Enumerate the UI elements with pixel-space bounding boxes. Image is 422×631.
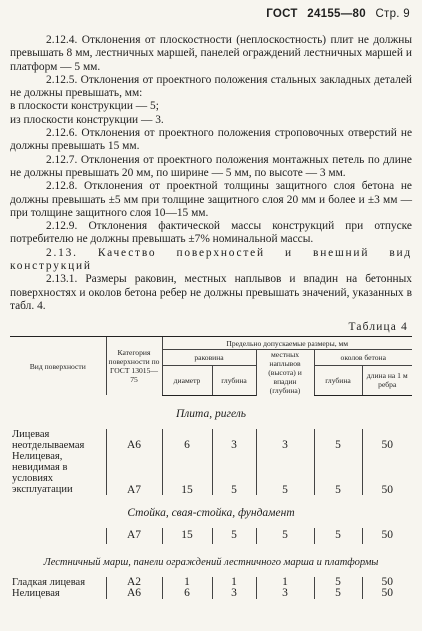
table-cell: 1 3: [256, 577, 314, 599]
paragraph-2-12-4: 2.12.4. Отклонения от плоскостности (неплоскостность) плит не должны превышать 8 мм, лестничных маршей, панелей ограждений лестничных маршей и платформ — 5 мм.: [10, 34, 412, 73]
col-header-length: длина на 1 м ребра: [362, 365, 412, 395]
table-cell: 3: [256, 429, 314, 462]
col-header-okol-depth: глубина: [314, 365, 362, 395]
table-cell: 1 6: [162, 577, 212, 599]
col-header-okoly: околов бетона: [314, 350, 412, 366]
tolerance-table: [10, 336, 412, 599]
list-item-out-of-plane: из плоскости конструкции — 3.: [10, 113, 164, 126]
table-cell: А7: [106, 528, 162, 544]
table-cell: А7: [106, 462, 162, 495]
table-cell: 15: [162, 462, 212, 495]
col-header-rakoviny: раковина: [162, 350, 256, 366]
section-heading-2-13: 2.13. Качество поверхностей и внешний вид конструкций: [10, 246, 412, 273]
table-cell: А2 А6: [106, 577, 162, 599]
table-cell: 5: [314, 462, 362, 495]
document-body: [10, 34, 412, 599]
paragraph-2-13-1: 2.13.1. Размеры раковин, местных наплывов и впадин на бетонных поверхностях и околов бетона ребер не должны превышать значений, указанных в табл. 4.: [10, 273, 412, 312]
col-header-group: Предельно допускаемые размеры, мм: [162, 337, 412, 350]
table-cell: 3: [212, 429, 256, 462]
table-cell: 5: [212, 528, 256, 544]
list-item-in-plane: в плоскости конструкции — 5;: [10, 100, 159, 113]
paragraph-2-12-8: 2.12.8. Отклонения от проектной толщины защитного слоя бетона не должны превышать ±5 мм при толщине защитного слоя 20 мм и более и ±3 мм — при толщине защитного слоя 10—15 мм.: [10, 180, 412, 219]
col-header-view: Вид поверхности: [10, 337, 106, 396]
table-cell: 5: [256, 462, 314, 495]
header-number: 24155—80: [307, 8, 366, 20]
table-cell: 50: [362, 462, 412, 495]
col-header-depth: глубина: [212, 365, 256, 395]
table-cell: 6: [162, 429, 212, 462]
table-cell-empty: [10, 528, 106, 544]
row-view-plate: Лицевая неотделываемая Нелицевая, невидимая в условиях эксплуатации: [12, 428, 85, 495]
page-header: [260, 8, 410, 20]
table-cell: 5: [256, 528, 314, 544]
table-cell: 50: [362, 429, 412, 462]
table-cell: 15: [162, 528, 212, 544]
row-view-stairs: Гладкая лицевая Нелицевая: [12, 576, 86, 599]
table-cell: 50: [362, 528, 412, 544]
paragraph-2-12-6: 2.12.6. Отклонения от проектного положения строповочных отверстий не должны превышать 15 мм.: [10, 127, 412, 153]
section-title-stairs: Лестничный марш, панели ограждений лестничного марша и платформы: [43, 556, 379, 568]
section-title-plate: Плита, ригель: [175, 407, 247, 420]
header-page: Стр. 9: [375, 8, 410, 20]
table-cell: 5: [212, 462, 256, 495]
header-doc: ГОСТ: [266, 8, 298, 20]
table-cell: 5 5: [314, 577, 362, 599]
table-caption: Таблица 4: [348, 321, 408, 334]
table-cell: А6: [106, 429, 162, 462]
table-cell: 5: [314, 528, 362, 544]
paragraph-2-12-9: 2.12.9. Отклонения фактической массы конструкций при отпуске потребителю не должны превышать ±7% номинальной массы.: [10, 220, 412, 246]
paragraph-2-12-5: 2.12.5. Отклонения от проектного положения стальных закладных деталей не должны превышать, мм:: [10, 73, 412, 100]
table-cell: 50 50: [362, 577, 412, 599]
table-cell: 5: [314, 429, 362, 462]
col-header-naplyvy: местных наплывов (высота) и впадин (глубина): [256, 350, 314, 396]
paragraph-2-12-7: 2.12.7. Отклонения от проектного положения монтажных петель по длине не должны превышать 20 мм, по ширине — 5 мм, по высоте — 3 мм.: [10, 153, 412, 179]
table-cell: 1 3: [212, 577, 256, 599]
col-header-category: Категория поверхности по ГОСТ 13015—75: [106, 337, 162, 396]
section-title-column: Стойка, свая-стойка, фундамент: [127, 506, 295, 519]
col-header-diameter: диаметр: [162, 365, 212, 395]
